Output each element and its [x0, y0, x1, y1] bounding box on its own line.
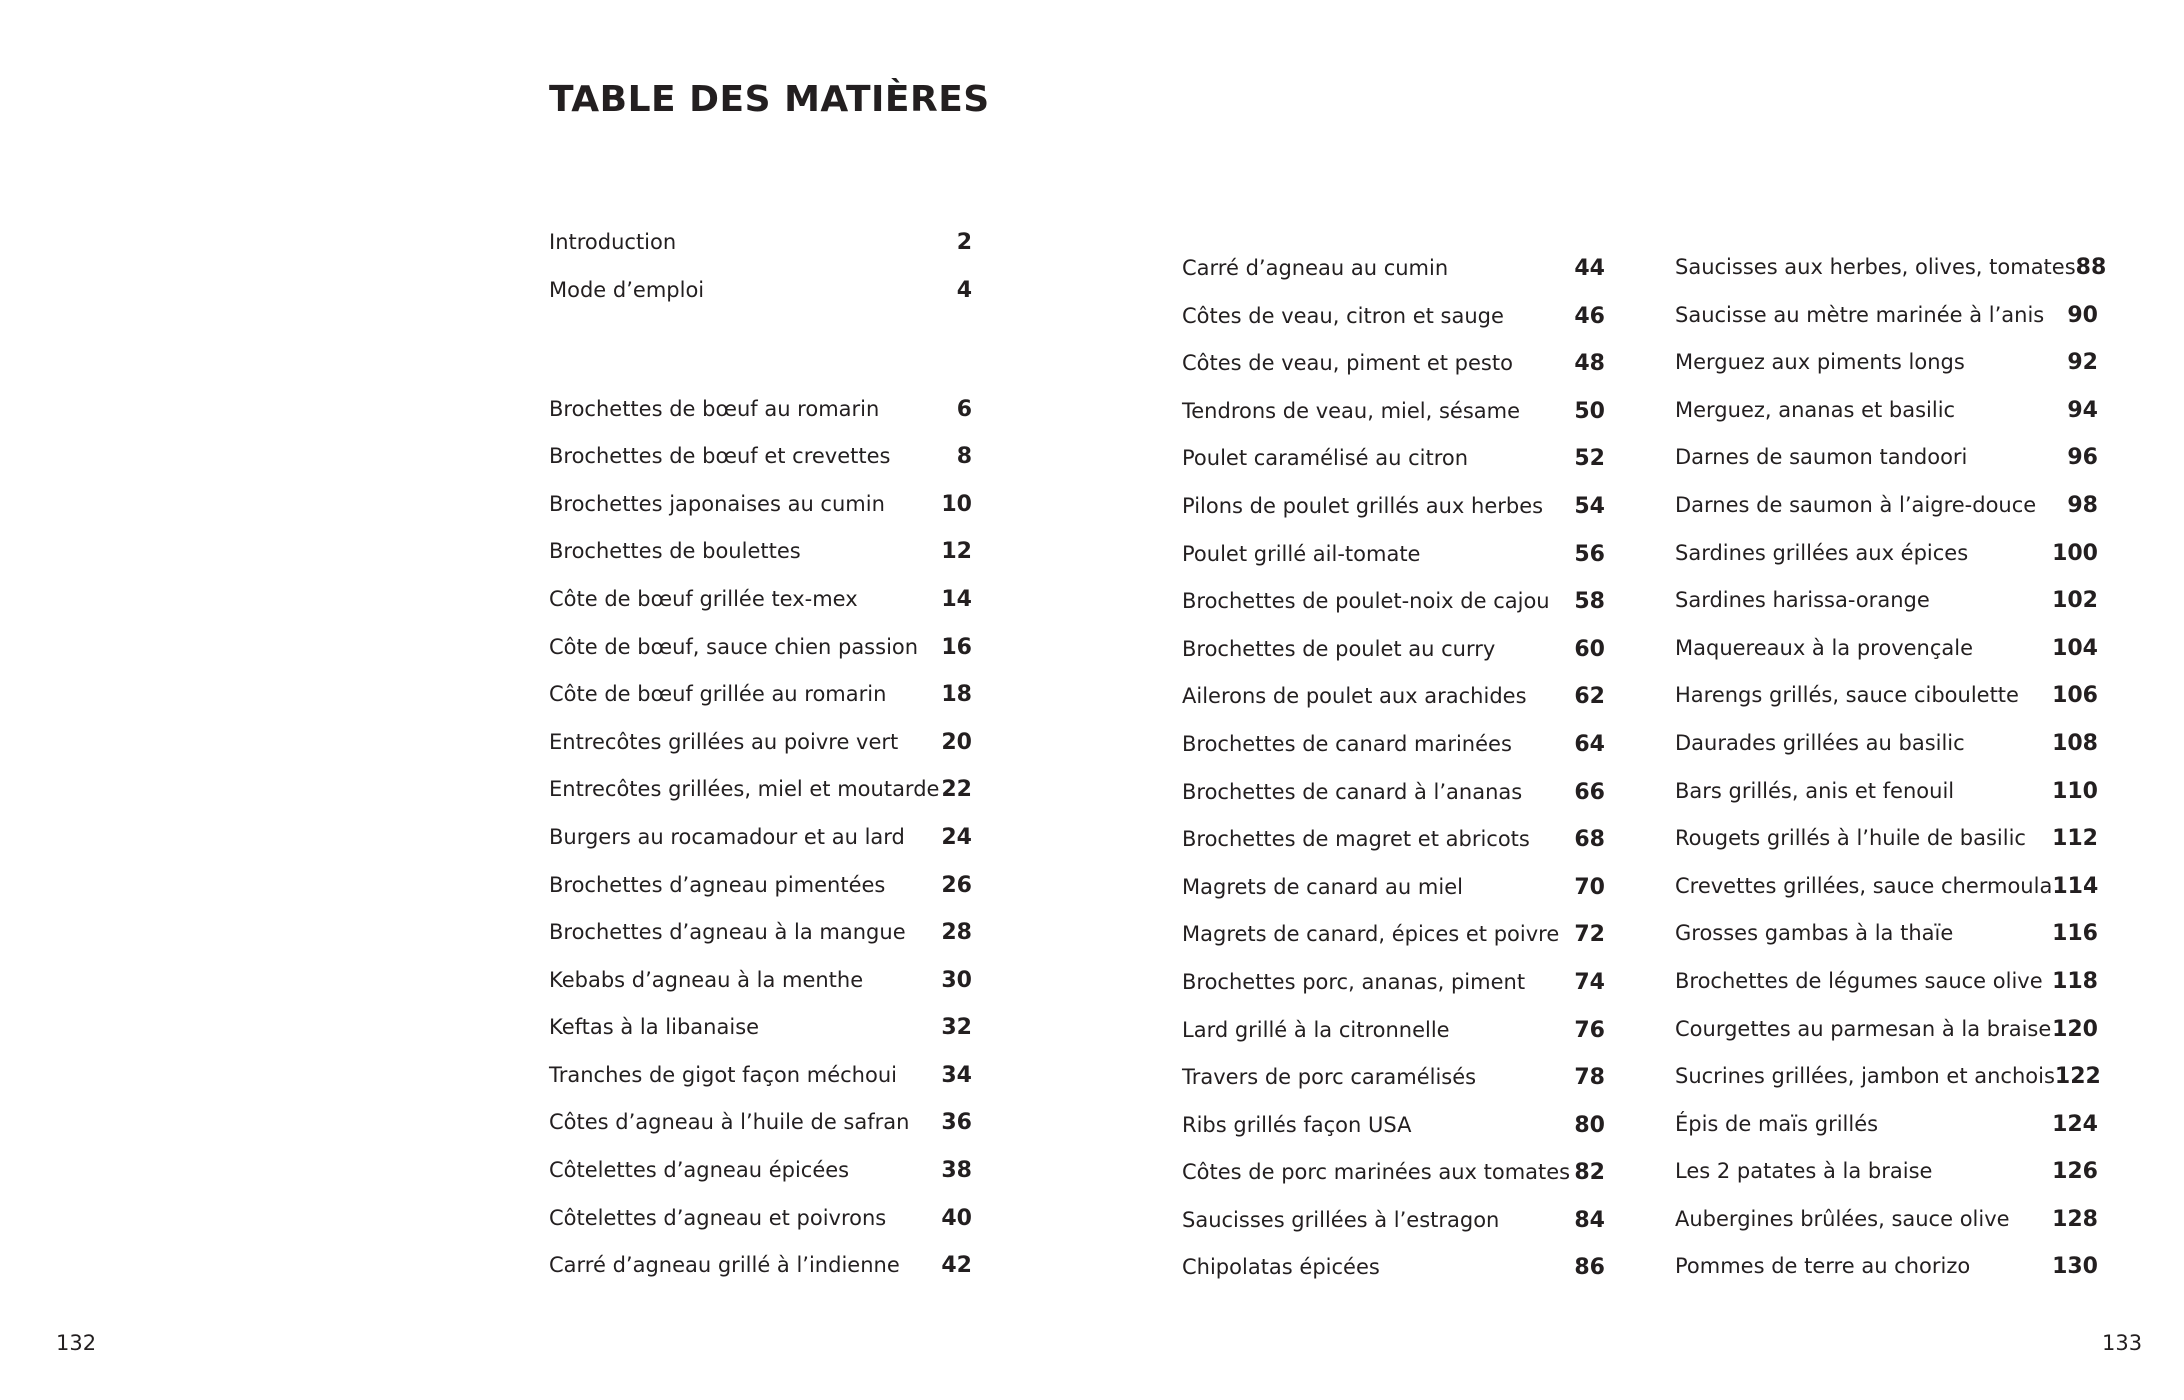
toc-entry-page-number: 112 [2052, 826, 2098, 852]
toc-entry [1675, 863, 2098, 911]
toc-entry-page-number: 50 [1574, 398, 1605, 424]
toc-entry-label: Ailerons de poulet aux arachides [1182, 684, 1527, 709]
toc-entry-label: Brochettes de bœuf au romarin [549, 396, 880, 421]
toc-entry [1182, 1102, 1605, 1150]
toc-entry-page-number: 30 [941, 967, 972, 993]
toc-entry-page-number: 128 [2052, 1206, 2098, 1232]
toc-entry-label: Magrets de canard au miel [1182, 874, 1463, 899]
toc-entry [1675, 1148, 2098, 1196]
toc-entry [549, 671, 972, 719]
toc-entry-page-number: 114 [2052, 873, 2099, 899]
toc-entry-label: Darnes de saumon tandoori [1675, 445, 1968, 470]
toc-entry [549, 528, 972, 576]
toc-entry-label: Tranches de gigot façon méchoui [549, 1062, 897, 1087]
toc-entry [1182, 245, 1605, 293]
toc-entry-page-number: 20 [941, 729, 972, 755]
toc-entry-label: Côtes de porc marinées aux tomates [1182, 1160, 1571, 1185]
toc-entry [1182, 864, 1605, 912]
toc-entry-page-number: 62 [1574, 684, 1605, 710]
toc-entry-page-number: 54 [1574, 493, 1605, 519]
toc-entry [1182, 340, 1605, 388]
toc-entry-page-number: 28 [941, 920, 972, 946]
toc-entry-label: Kebabs d’agneau à la menthe [549, 967, 864, 992]
toc-entry-page-number: 116 [2052, 921, 2098, 947]
toc-entry-page-number: 4 [956, 277, 972, 303]
toc-entry [549, 862, 972, 910]
toc-entry [1182, 1244, 1605, 1292]
toc-entry-page-number: 44 [1574, 256, 1605, 281]
toc-entry [549, 481, 972, 529]
toc-entry [1675, 1243, 2098, 1291]
toc-entry-page-number: 72 [1574, 922, 1605, 948]
toc-entry [549, 433, 972, 481]
toc-entry-label: Poulet caramélisé au citron [1182, 446, 1469, 471]
toc-entry-page-number: 84 [1574, 1207, 1605, 1233]
toc-entry-label: Ribs grillés façon USA [1182, 1112, 1412, 1137]
toc-entry [1675, 577, 2098, 625]
toc-entry-label: Introduction [549, 230, 677, 254]
toc-entry-page-number: 46 [1574, 303, 1605, 329]
toc-entry-label: Travers de porc caramélisés [1182, 1065, 1477, 1090]
toc-entry [1182, 1007, 1605, 1055]
toc-entry-label: Bars grillés, anis et fenouil [1675, 778, 1955, 803]
toc-entry-label: Lard grillé à la citronnelle [1182, 1017, 1450, 1042]
toc-entry-label: Aubergines brûlées, sauce olive [1675, 1206, 2010, 1231]
toc-entry-label: Entrecôtes grillées, miel et moutarde [549, 777, 940, 802]
page-number-left: 132 [56, 1331, 97, 1355]
toc-entry [549, 1195, 972, 1243]
toc-column-1 [549, 219, 972, 1290]
toc-entry-page-number: 108 [2052, 730, 2098, 756]
toc-entry-label: Brochettes porc, ananas, piment [1182, 969, 1526, 994]
toc-entry-page-number: 100 [2052, 540, 2098, 566]
toc-entry-label: Darnes de saumon à l’aigre-douce [1675, 492, 2037, 517]
toc-entry-label: Entrecôtes grillées au poivre vert [549, 729, 899, 754]
toc-entry-page-number: 96 [2067, 445, 2098, 471]
toc-entry-label: Côtelettes d’agneau et poivrons [549, 1205, 887, 1230]
toc-entry-page-number: 32 [941, 1015, 972, 1041]
toc-entry-page-number: 52 [1574, 446, 1605, 472]
toc-entry-page-number: 8 [956, 444, 972, 470]
toc-entry [1675, 1006, 2098, 1054]
toc-entry-label: Mode d’emploi [549, 277, 705, 302]
toc-entry [1182, 1054, 1605, 1102]
toc-entry-page-number: 66 [1574, 779, 1605, 805]
toc-entry-page-number: 18 [941, 682, 972, 708]
toc-entry-page-number: 38 [941, 1158, 972, 1184]
toc-entry-page-number: 58 [1574, 589, 1605, 615]
toc-entry-page-number: 102 [2052, 588, 2098, 614]
toc-entry-page-number: 80 [1574, 1112, 1605, 1138]
toc-entry [549, 576, 972, 624]
toc-entry-page-number: 12 [941, 539, 972, 565]
toc-entry-page-number: 64 [1574, 731, 1605, 757]
toc-entry [1675, 958, 2098, 1006]
toc-entry [1675, 1053, 2101, 1101]
toc-entry-page-number: 118 [2052, 968, 2098, 994]
toc-entry-label: Carré d’agneau au cumin [1182, 256, 1449, 280]
toc-entry-label: Pilons de poulet grillés aux herbes [1182, 493, 1544, 518]
toc-entry [1182, 1197, 1605, 1245]
toc-entry [1182, 388, 1605, 436]
toc-entry-page-number: 90 [2067, 302, 2098, 328]
toc-entry [1182, 626, 1605, 674]
toc-entry-page-number: 42 [941, 1253, 972, 1279]
toc-entry-label: Côtes de veau, citron et sauge [1182, 303, 1504, 328]
toc-entry [549, 1099, 972, 1147]
toc-entry [549, 1242, 972, 1290]
toc-entry [1675, 292, 2098, 340]
toc-entry-page-number: 82 [1574, 1160, 1605, 1186]
toc-entry-label: Brochettes de canard à l’ananas [1182, 779, 1523, 804]
toc-entry-label: Daurades grillées au basilic [1675, 730, 1965, 755]
toc-entry [1182, 435, 1605, 483]
toc-entry [1182, 816, 1605, 864]
toc-entry-label: Brochettes de poulet-noix de cajou [1182, 589, 1550, 614]
toc-entry-page-number: 92 [2067, 350, 2098, 376]
toc-entry-page-number: 130 [2052, 1254, 2098, 1280]
toc-entry-label: Saucisses aux herbes, olives, tomates [1675, 255, 2076, 279]
toc-entry [1182, 959, 1605, 1007]
toc-entry-label: Les 2 patates à la braise [1675, 1159, 1933, 1184]
toc-entry [1675, 339, 2098, 387]
toc-entry-page-number: 76 [1574, 1017, 1605, 1043]
toc-entry [549, 814, 972, 862]
toc-entry-page-number: 78 [1574, 1065, 1605, 1091]
toc-entry-label: Crevettes grillées, sauce chermoula [1675, 873, 2053, 898]
toc-entry-page-number: 36 [941, 1110, 972, 1136]
toc-entry [1675, 244, 2107, 292]
page-title: TABLE DES MATIÈRES [549, 79, 990, 120]
toc-entry-label: Côtes d’agneau à l’huile de safran [549, 1110, 910, 1135]
toc-entry-page-number: 68 [1574, 827, 1605, 853]
toc-entry-label: Brochettes de boulettes [549, 539, 801, 564]
toc-entry-page-number: 24 [941, 824, 972, 850]
toc-entry-label: Brochettes de magret et abricots [1182, 827, 1530, 852]
toc-entry-page-number: 48 [1574, 351, 1605, 377]
toc-entry-label: Brochettes d’agneau pimentées [549, 872, 886, 897]
toc-entry [1182, 721, 1605, 769]
toc-entry [1182, 578, 1605, 626]
toc-entry [1182, 293, 1605, 341]
toc-entry [1182, 483, 1605, 531]
toc-entry [549, 1147, 972, 1195]
toc-entry-page-number: 14 [941, 586, 972, 612]
toc-entry-label: Courgettes au parmesan à la braise [1675, 1016, 2052, 1041]
toc-entry-label: Harengs grillés, sauce ciboulette [1675, 683, 2019, 708]
toc-entry-page-number: 16 [941, 634, 972, 660]
toc-entry-page-number: 56 [1574, 541, 1605, 567]
toc-entry [549, 1004, 972, 1052]
toc-entry [549, 386, 972, 434]
toc-column-2 [1182, 245, 1605, 1292]
toc-entry [1182, 911, 1605, 959]
toc-entry-label: Côtes de veau, piment et pesto [1182, 351, 1513, 376]
toc-entry [1675, 625, 2098, 673]
toc-entry-page-number: 110 [2052, 778, 2098, 804]
toc-entry [1675, 768, 2098, 816]
toc-entry [549, 624, 972, 672]
toc-entry-label: Côte de bœuf grillée tex-mex [549, 586, 858, 611]
toc-entry-page-number: 10 [941, 491, 972, 517]
toc-entry-label: Brochettes d’agneau à la mangue [549, 920, 906, 945]
toc-entry [549, 909, 972, 957]
toc-entry-label: Sucrines grillées, jambon et anchois [1675, 1064, 2055, 1089]
toc-entry-page-number: 2 [956, 230, 972, 255]
toc-entry-page-number: 104 [2052, 635, 2098, 661]
toc-entry-page-number: 88 [2075, 255, 2107, 280]
toc-entry-label: Brochettes de légumes sauce olive [1675, 968, 2043, 993]
toc-entry-label: Carré d’agneau grillé à l’indienne [549, 1253, 900, 1278]
toc-entry-page-number: 86 [1574, 1255, 1605, 1281]
toc-entry [1675, 434, 2098, 482]
toc-entry-label: Saucisse au mètre marinée à l’anis [1675, 302, 2045, 327]
toc-entry-label: Pommes de terre au chorizo [1675, 1254, 1971, 1279]
toc-entry-page-number: 126 [2052, 1159, 2098, 1185]
toc-entry [1182, 531, 1605, 579]
toc-entry-page-number: 98 [2067, 492, 2098, 518]
toc-entry-label: Côte de bœuf grillée au romarin [549, 682, 887, 707]
page-number-right: 133 [2102, 1331, 2143, 1355]
toc-entry [549, 766, 972, 814]
toc-entry-label: Rougets grillés à l’huile de basilic [1675, 826, 2026, 851]
toc-entry-label: Côte de bœuf, sauce chien passion [549, 634, 919, 659]
toc-entry-page-number: 22 [941, 777, 972, 803]
toc-entry-label: Brochettes de bœuf et crevettes [549, 444, 891, 469]
toc-entry-label: Saucisses grillées à l’estragon [1182, 1207, 1500, 1232]
toc-entry [1182, 673, 1605, 721]
toc-entry-page-number: 6 [956, 396, 972, 422]
toc-entry-page-number: 122 [2054, 1064, 2101, 1090]
toc-entry-page-number: 94 [2067, 397, 2098, 423]
toc-entry-label: Merguez, ananas et basilic [1675, 397, 1956, 422]
toc-entry-label: Sardines harissa-orange [1675, 588, 1930, 613]
toc-entry-label: Burgers au rocamadour et au lard [549, 824, 905, 849]
section-gap [549, 314, 972, 385]
toc-entry-label: Poulet grillé ail-tomate [1182, 541, 1421, 566]
toc-entry [549, 219, 972, 267]
toc-entry [549, 267, 972, 315]
toc-entry-label: Brochettes de poulet au curry [1182, 636, 1496, 661]
toc-column-3 [1675, 244, 2107, 1291]
toc-entry-page-number: 124 [2052, 1111, 2098, 1137]
toc-entry-page-number: 40 [941, 1205, 972, 1231]
toc-entry-label: Tendrons de veau, miel, sésame [1182, 398, 1521, 423]
toc-entry-page-number: 26 [941, 872, 972, 898]
toc-entry-label: Épis de maïs grillés [1675, 1111, 1879, 1136]
toc-entry [1675, 530, 2098, 578]
toc-entry [1675, 910, 2098, 958]
toc-entry [1675, 815, 2098, 863]
toc-entry-label: Brochettes japonaises au cumin [549, 491, 885, 516]
toc-entry [1675, 672, 2098, 720]
toc-entry [549, 1052, 972, 1100]
toc-entry [1675, 1101, 2098, 1149]
toc-entry-label: Keftas à la libanaise [549, 1015, 760, 1040]
toc-entry [1675, 482, 2098, 530]
toc-entry-page-number: 74 [1574, 969, 1605, 995]
toc-entry [549, 957, 972, 1005]
toc-entry [1675, 720, 2098, 768]
toc-entry-label: Sardines grillées aux épices [1675, 540, 1969, 565]
toc-entry-page-number: 106 [2052, 683, 2098, 709]
toc-entry-page-number: 34 [941, 1062, 972, 1088]
toc-entry [1182, 769, 1605, 817]
toc-entry-label: Chipolatas épicées [1182, 1255, 1380, 1280]
toc-entry [1182, 1149, 1605, 1197]
toc-entry-label: Brochettes de canard marinées [1182, 731, 1512, 756]
toc-entry-page-number: 60 [1574, 636, 1605, 662]
toc-entry-label: Merguez aux piments longs [1675, 350, 1965, 375]
toc-entry [549, 719, 972, 767]
toc-entry-page-number: 120 [2052, 1016, 2098, 1042]
toc-entry-label: Côtelettes d’agneau épicées [549, 1158, 850, 1183]
toc-entry [1675, 387, 2098, 435]
toc-entry-label: Magrets de canard, épices et poivre [1182, 922, 1560, 947]
toc-entry [1675, 1196, 2098, 1244]
toc-entry-label: Grosses gambas à la thaïe [1675, 921, 1954, 946]
toc-entry-label: Maquereaux à la provençale [1675, 635, 1974, 660]
toc-entry-page-number: 70 [1574, 874, 1605, 900]
